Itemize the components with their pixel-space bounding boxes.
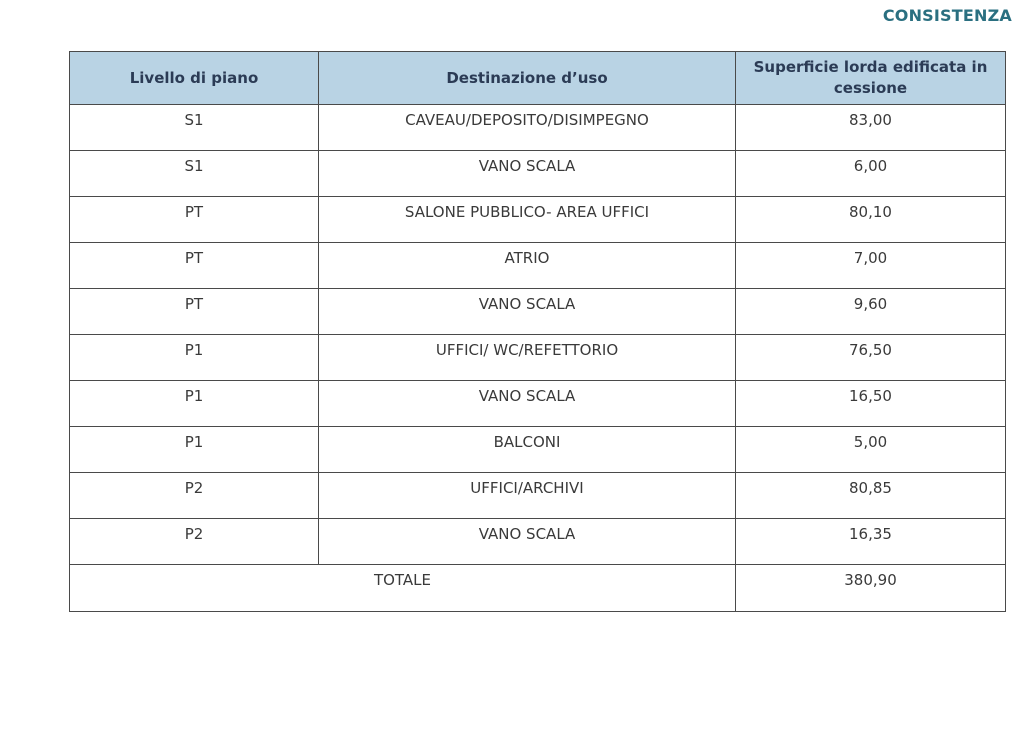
cell-area: 7,00 bbox=[736, 243, 1006, 289]
cell-area: 76,50 bbox=[736, 335, 1006, 381]
table-row bbox=[70, 151, 1006, 197]
cell-use: BALCONI bbox=[319, 427, 736, 473]
table-row bbox=[70, 473, 1006, 519]
cell-level: PT bbox=[70, 243, 319, 289]
cell-level: P2 bbox=[70, 473, 319, 519]
table-row bbox=[70, 289, 1006, 335]
table-row bbox=[70, 381, 1006, 427]
cell-level: PT bbox=[70, 197, 319, 243]
cell-level: P1 bbox=[70, 427, 319, 473]
cell-use: VANO SCALA bbox=[319, 381, 736, 427]
table-header-row bbox=[70, 52, 1006, 105]
cell-use: SALONE PUBBLICO- AREA UFFICI bbox=[319, 197, 736, 243]
cell-area: 16,50 bbox=[736, 381, 1006, 427]
cell-area: 9,60 bbox=[736, 289, 1006, 335]
total-label: TOTALE bbox=[70, 565, 736, 612]
cell-use: VANO SCALA bbox=[319, 519, 736, 565]
cell-use: UFFICI/ARCHIVI bbox=[319, 473, 736, 519]
cell-area: 5,00 bbox=[736, 427, 1006, 473]
cell-area: 80,10 bbox=[736, 197, 1006, 243]
cell-level: PT bbox=[70, 289, 319, 335]
header-level: Livello di piano bbox=[70, 52, 319, 105]
cell-use: CAVEAU/DEPOSITO/DISIMPEGNO bbox=[319, 105, 736, 151]
consistenza-table bbox=[69, 51, 1006, 612]
cell-level: S1 bbox=[70, 105, 319, 151]
cell-use: UFFICI/ WC/REFETTORIO bbox=[319, 335, 736, 381]
table-row bbox=[70, 243, 1006, 289]
section-title: CONSISTENZA bbox=[882, 6, 1012, 25]
cell-area: 6,00 bbox=[736, 151, 1006, 197]
cell-area: 83,00 bbox=[736, 105, 1006, 151]
table-row bbox=[70, 335, 1006, 381]
cell-level: S1 bbox=[70, 151, 319, 197]
cell-level: P1 bbox=[70, 335, 319, 381]
header-use: Destinazione d’uso bbox=[319, 52, 736, 105]
table-row bbox=[70, 519, 1006, 565]
cell-level: P1 bbox=[70, 381, 319, 427]
total-row bbox=[70, 565, 1006, 612]
total-area: 380,90 bbox=[736, 565, 1006, 612]
cell-use: VANO SCALA bbox=[319, 289, 736, 335]
cell-level: P2 bbox=[70, 519, 319, 565]
table-row bbox=[70, 197, 1006, 243]
header-area: Superficie lorda edificata in cessione bbox=[736, 52, 1006, 105]
cell-use: ATRIO bbox=[319, 243, 736, 289]
cell-use: VANO SCALA bbox=[319, 151, 736, 197]
cell-area: 80,85 bbox=[736, 473, 1006, 519]
cell-area: 16,35 bbox=[736, 519, 1006, 565]
table-row bbox=[70, 427, 1006, 473]
table-row bbox=[70, 105, 1006, 151]
